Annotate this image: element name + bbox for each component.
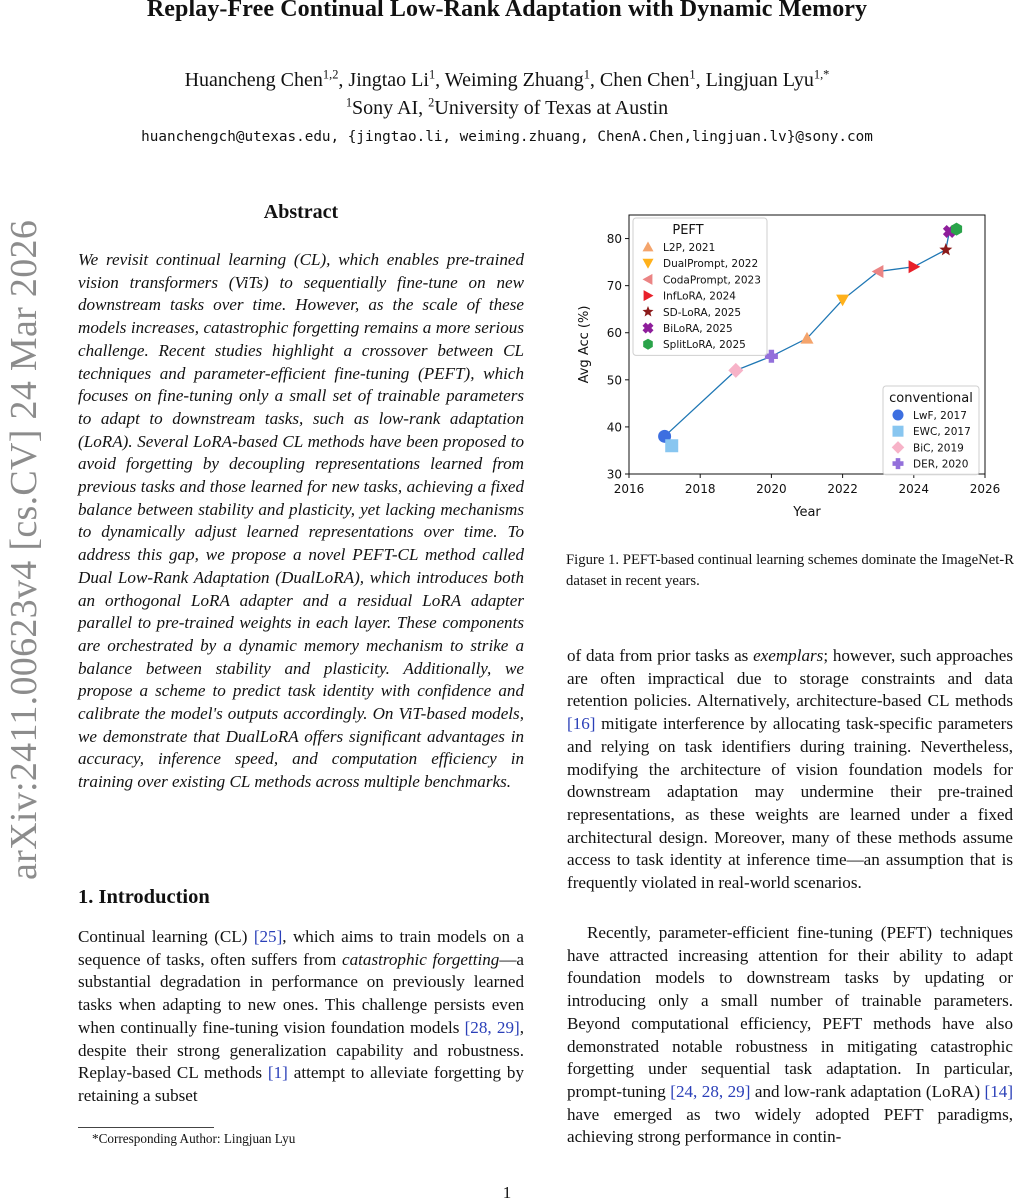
affiliation-name: Sony AI [352, 97, 419, 119]
author-name: Jingtao Li [348, 69, 429, 91]
legend-entry: EWC, 2017 [913, 426, 971, 439]
text-run: and low-rank adaptation (LoRA) [750, 1081, 985, 1101]
x-tick-label: 2016 [613, 482, 645, 496]
author-affiliation-mark: 1,* [813, 67, 830, 82]
page-number: 1 [502, 1183, 512, 1200]
y-tick-label: 30 [606, 467, 622, 482]
x-tick-label: 2026 [969, 482, 1001, 496]
author-list: Huancheng Chen$^{1,2}$, Jingtao Li$^1$, Weiming Zhuang$^1$, Chen Chen$^1$, Lingjuan Lyu$^{1,*}$ [184, 67, 830, 91]
author-affiliation-mark: 1,2 [322, 67, 339, 82]
citation-link[interactable]: [28, 29] [464, 1017, 520, 1037]
affiliation-name: University of Texas at Austin [434, 97, 669, 119]
text-run: ; however, such approaches are often impractical due to storage constraints and data retention policies. Alternatively, architecture-based CL methods [567, 646, 1013, 711]
text-run: , which aims to train models on a sequence of tasks, often suffers from [78, 927, 524, 969]
y-axis-label: Avg Acc (%) [577, 305, 592, 384]
citation-link[interactable]: [14] [984, 1081, 1014, 1101]
legend-marker [893, 410, 904, 421]
citation-link[interactable]: [25] [253, 927, 283, 946]
author-name: Huancheng Chen [184, 69, 323, 91]
legend-entry: SplitLoRA, 2025 [663, 339, 746, 352]
author-name: Weiming Zhuang [444, 69, 584, 91]
section-heading-introduction: 1. Introduction [78, 886, 210, 908]
affiliation-mark: 2 [428, 95, 435, 110]
footnote: *Corresponding Author: Lingjuan Lyu [92, 1131, 296, 1146]
affiliations: $^1$Sony AI, $^2$University of Texas at Austin [345, 95, 669, 119]
body-paragraph-2 [567, 922, 1013, 1149]
paper-title: Replay-Free Continual Low-Rank Adaptation with Dynamic Memory [146, 0, 868, 22]
x-tick-label: 2020 [756, 482, 787, 496]
text-run: attempt to alleviate forgetting by retaining a subset [78, 1063, 524, 1105]
x-axis-label: Year [793, 505, 821, 520]
legend-entry: BiLoRA, 2025 [663, 323, 733, 335]
y-tick-label: 60 [606, 326, 622, 341]
x-tick-label: 2018 [684, 482, 716, 496]
abstract-heading: Abstract [263, 201, 339, 223]
text-run: , despite their strong generalization capability and robustness. Replay-based CL methods [78, 1017, 524, 1083]
y-tick-label: 50 [606, 373, 622, 388]
data-point [909, 260, 921, 273]
figure-1-chart [562, 203, 1014, 523]
y-tick-label: 70 [606, 279, 622, 294]
y-tick-label: 40 [606, 420, 622, 435]
footnote-divider [78, 1127, 214, 1128]
data-point [665, 439, 678, 452]
citation-link[interactable]: [16] [567, 714, 596, 734]
citation-link[interactable]: [24, 28, 29] [670, 1081, 751, 1101]
intro-paragraph [78, 926, 524, 1108]
author-affiliation-mark: 1 [428, 67, 436, 82]
legend-entry: SD-LoRA, 2025 [663, 306, 742, 319]
text-run: —a substantial degradation in performance on previously learned tasks when adapting to new ones. This challenge persists even when continually fine-tuning vision foundation models [78, 949, 525, 1037]
citation-link[interactable]: [1] [267, 1063, 288, 1083]
author-affiliation-mark: 1 [689, 67, 696, 82]
affiliation-mark: 1 [345, 95, 353, 110]
author-name: Chen Chen [599, 69, 690, 91]
legend-title: PEFT [672, 223, 704, 238]
author-affiliation-mark: 1 [583, 67, 590, 82]
text-run: of data from prior tasks as [567, 646, 754, 665]
y-tick-label: 80 [606, 232, 622, 247]
legend-title: conventional [889, 391, 973, 406]
legend-entry: DER, 2020 [913, 458, 969, 471]
legend-entry: InfLoRA, 2024 [663, 290, 736, 303]
author-name: Lingjuan Lyu [705, 69, 814, 91]
text-run: Continual learning (CL) [78, 927, 254, 946]
x-tick-label: 2024 [898, 482, 930, 496]
arxiv-identifier: arXiv:2411.00623v4 [cs.CV] 24 Mar 2026 [3, 219, 45, 880]
legend-entry: CodaPrompt, 2023 [663, 274, 761, 287]
emphasis-text: catastrophic forgetting [342, 949, 500, 969]
text-run: Recently, parameter-efficient fine-tuning (PEFT) techniques have attracted increasing attention for their ability to adapt foundation models to downstream tasks by updating or introducing only a small number of trainable parameters. Beyond computational efficiency, PEFT methods have also demonstrated notable robustness in mitigating catastrophic forgetting under sequential task adaptation. In particular, prompt-tuning [567, 923, 1013, 1101]
legend-marker [893, 426, 904, 437]
abstract-text: We revisit continual learning (CL), which enables pre-trained vision transformers (ViTs) to sequentially fine-tune on new downstream tasks over time. However, as the scale of these models increases, catastrophic forgetting remains a more serious challenge. Recent studies highlight a crossover between CL techniques and parameter-efficient fine-tuning (PEFT), which focuses on fine-tuning only a small set of trainable parameters to adapt to downstream tasks, such as low-rank adaptation (LoRA). Several LoRA-based CL methods have been proposed to avoid forgetting by decoupling representations learned from previous tasks and those learned for new tasks, achieving a fixed balance between stability and plasticity, yet lacking mechanisms to dynamically adjust learned representations over time. To address this gap, we propose a novel PEFT-CL method called Dual Low-Rank Adaptation (DualLoRA), which introduces both an orthogonal LoRA adapter and a residual LoRA adapter parallel to pre-trained weights in each layer. These components are orchestrated by a dynamic memory mechanism to strike a balance between stability and plasticity. Additionally, we propose a scheme to predict task identity with confidence and calibrate the model's outputs accordingly. On ViT-based models, we demonstrate that DualLoRA offers significant advantages in accuracy, inference speed, and computation efficiency in training over existing CL methods across multiple benchmarks. [78, 250, 524, 792]
data-point [939, 243, 952, 255]
figure-caption: Figure 1. PEFT-based continual learning schemes dominate the ImageNet-R dataset in recent years. [566, 552, 1014, 589]
text-run: mitigate interference by allocating task-specific parameters and relying on task identifiers during training. Nevertheless, modifying the architecture of vision foundation models for downstream adaptation may undermine their pre-trained representations, as these weights are learned under a fixed architectural design. Moreover, many of these methods assume access to task identity at inference time—an assumption that is frequently violated in real-world scenarios. [567, 714, 1013, 893]
author-emails: huanchengch@utexas.edu, {jingtao.li, weiming.zhuang, ChenA.Chen,lingjuan.lv}@sony.com [141, 129, 873, 145]
emphasis-text: exemplars [753, 646, 824, 665]
x-tick-label: 2022 [827, 482, 858, 496]
legend-entry: BiC, 2019 [913, 442, 964, 455]
text-run: have emerged as two widely adopted PEFT paradigms, achieving strong performance in contin- [567, 1104, 1013, 1147]
legend-entry: LwF, 2017 [913, 410, 967, 422]
body-paragraph-1 [567, 645, 1013, 895]
legend-entry: L2P, 2021 [663, 242, 716, 254]
legend-entry: DualPrompt, 2022 [663, 258, 759, 271]
